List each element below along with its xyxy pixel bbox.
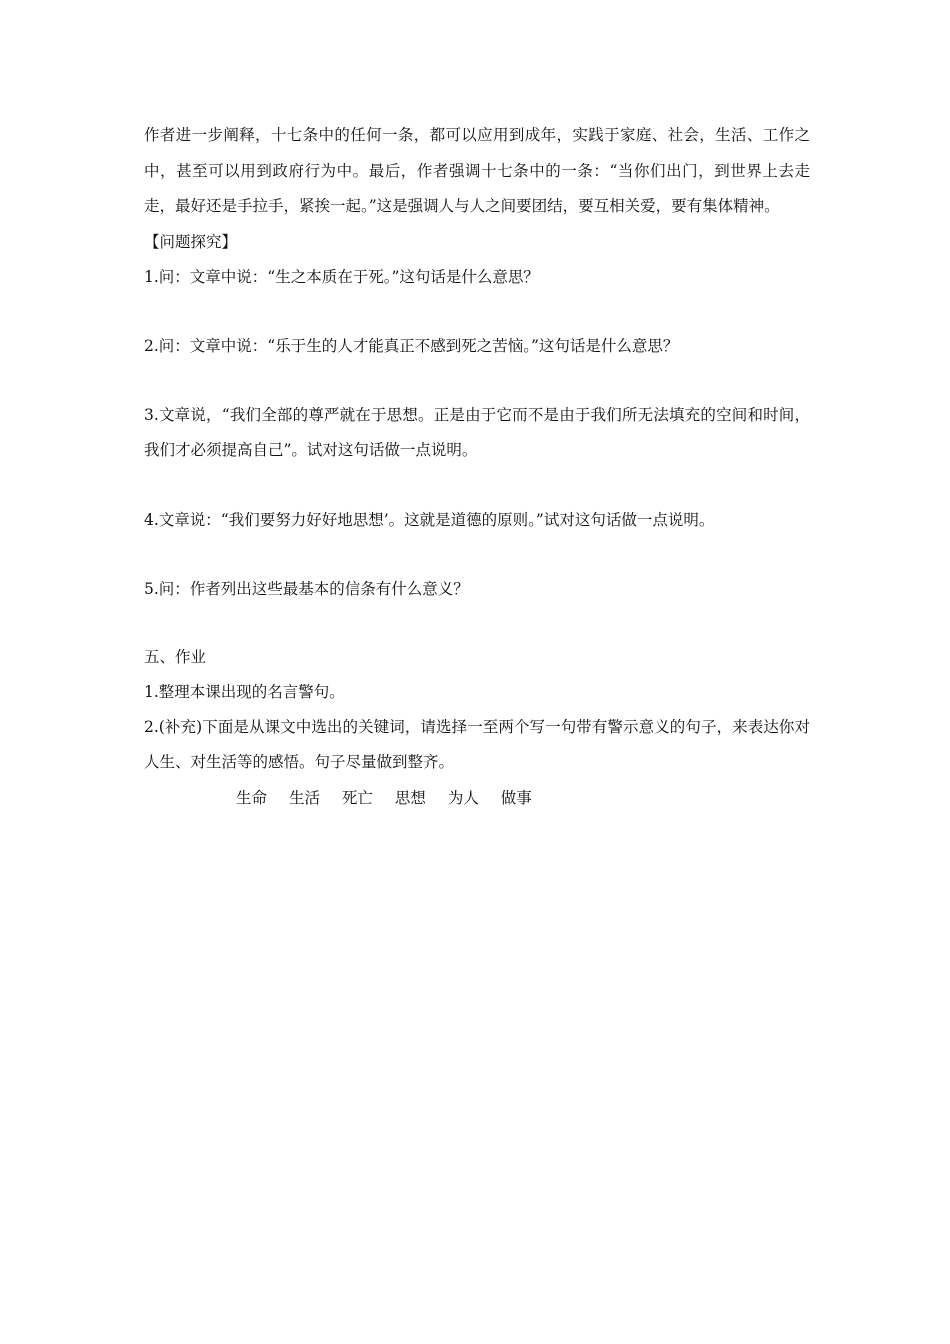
answer-space xyxy=(144,469,810,503)
homework-item-1: 1.整理本课出现的名言警句。 xyxy=(144,682,345,701)
question-2: 2.问：文章中说：“乐于生的人才能真正不感到死之苦恼。”这句话是什么意思？ xyxy=(144,336,679,355)
question-4: 4.文章说：“我们要努力好好地思想’。这就是道德的原则。”试对这句话做一点说明。 xyxy=(144,510,715,529)
keyword: 思想 xyxy=(394,788,426,807)
keyword: 死亡 xyxy=(341,788,373,807)
keyword: 生活 xyxy=(288,788,320,807)
keyword: 生命 xyxy=(236,788,268,807)
answer-space xyxy=(144,295,810,329)
document-page xyxy=(144,118,810,816)
section-heading: 【问题探究】 xyxy=(144,232,238,251)
question-3: 3.文章说，“我们全部的尊严就在于思想。正是由于它而不是由于我们所无法填充的空间和时间，我们才必须提高自己”。试对这句话做一点说明。 xyxy=(144,405,810,459)
question-1: 1.问：文章中说：“生之本质在于死。”这句话是什么意思？ xyxy=(144,267,539,286)
intro-paragraph: 作者进一步阐释，十七条中的任何一条，都可以应用到成年，实践于家庭、社会，生活、工作之中，甚至可以用到政府行为中。最后，作者强调十七条中的一条：“当你们出门，到世界上去走走，最好还是手拉手，紧挨一起。”这是强调人与人之间要团结，要互相关爱，要有集体精神。 xyxy=(144,126,810,215)
homework-item-2: 2.(补充)下面是从课文中选出的关键词，请选择一至两个写一句带有警示意义的句子，来表达你对人生、对生活等的感悟。句子尽量做到整齐。 xyxy=(144,717,810,771)
question-5: 5.问：作者列出这些最基本的信条有什么意义？ xyxy=(144,579,469,598)
homework-heading: 五、作业 xyxy=(144,647,207,666)
keyword-list xyxy=(144,781,810,816)
answer-space xyxy=(144,607,810,640)
keyword: 做事 xyxy=(500,788,532,807)
keyword: 为人 xyxy=(447,788,479,807)
answer-space xyxy=(144,538,810,572)
answer-space xyxy=(144,364,810,398)
